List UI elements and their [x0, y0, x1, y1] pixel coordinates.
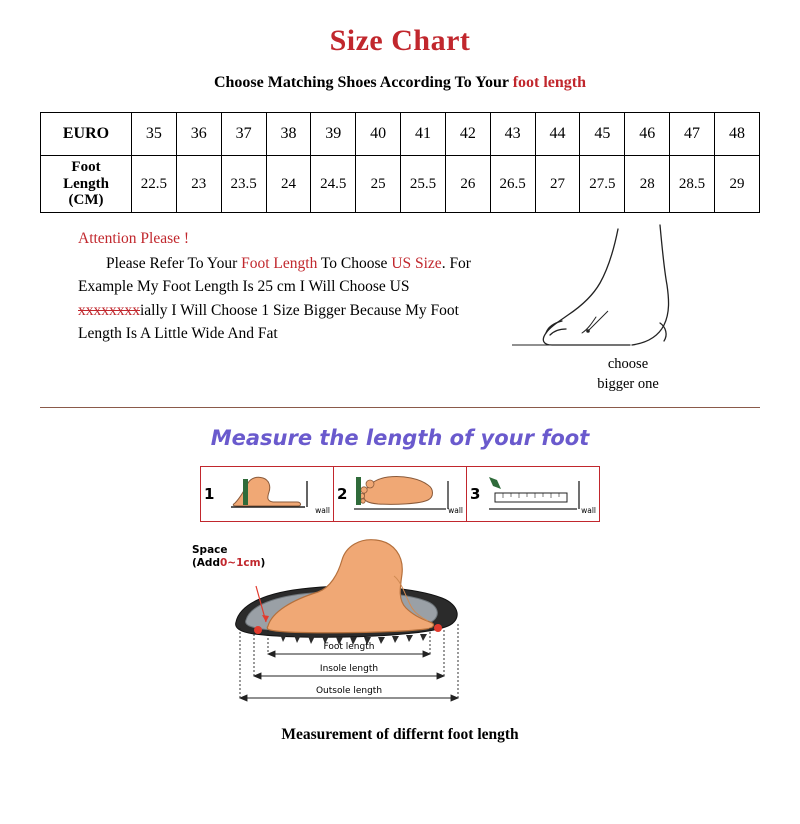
row-header-line2: Length [63, 175, 109, 192]
cell-euro-1: 36 [176, 113, 221, 156]
attention-us-size: US Size [391, 254, 442, 272]
cell-euro-5: 40 [356, 113, 401, 156]
cell-euro-10: 45 [580, 113, 625, 156]
section-divider [40, 407, 760, 408]
choose-caption-line2: bigger one [597, 375, 659, 392]
attention-strikethrough: xxxxxxxx [78, 301, 140, 319]
page-title: Size Chart [329, 24, 471, 57]
foot-measurement-diagram [180, 530, 620, 720]
size-table [40, 112, 760, 213]
space-label-prefix: (Add [192, 557, 220, 570]
cell-foot-11: 28 [625, 156, 670, 213]
cell-euro-12: 47 [670, 113, 715, 156]
cell-euro-4: 39 [311, 113, 356, 156]
cell-foot-12: 28.5 [670, 156, 715, 213]
dimension-label-outsole-length: Outsole length [315, 686, 383, 696]
attention-line1a: Please Refer To Your [106, 254, 242, 272]
cell-euro-0: 35 [132, 113, 177, 156]
row-header-line1: Foot [71, 158, 101, 175]
step-2-wall-label: wall [448, 506, 463, 515]
step-2 [334, 467, 467, 521]
attention-line5: And Fat [227, 325, 278, 343]
attention-section [40, 227, 760, 403]
step-3-wall-label: wall [581, 506, 596, 515]
cell-foot-5: 25 [356, 156, 401, 213]
cell-foot-3: 24 [266, 156, 311, 213]
cell-foot-7: 26 [445, 156, 490, 213]
cell-foot-1: 23 [176, 156, 221, 213]
diagram-footer-caption: Measurement of differnt foot length [281, 726, 519, 743]
space-label-line1: Space [192, 544, 228, 556]
size-table-wrapper [40, 112, 760, 213]
attention-heading: Attention Please ! [78, 230, 190, 247]
cell-euro-9: 44 [535, 113, 580, 156]
attention-foot-length: Foot Length [241, 254, 318, 272]
cell-euro-11: 46 [625, 113, 670, 156]
cell-foot-8: 26.5 [490, 156, 535, 213]
cell-euro-13: 48 [714, 113, 759, 156]
cell-foot-6: 25.5 [401, 156, 446, 213]
space-label-value: 0~1cm [219, 557, 261, 570]
dimension-label-foot-length: Foot length [323, 642, 375, 652]
measure-steps-strip [200, 466, 600, 522]
attention-line2b: . For Example My Foot Length Is 25 cm I [78, 254, 471, 296]
step-2-number: 2 [337, 485, 348, 503]
table-row-euro [41, 113, 760, 156]
step-1 [201, 467, 334, 521]
cell-euro-7: 42 [445, 113, 490, 156]
cell-foot-9: 27 [535, 156, 580, 213]
table-row-foot-length [41, 156, 760, 213]
cell-euro-2: 37 [221, 113, 266, 156]
page-subtitle [0, 74, 800, 92]
cell-euro-6: 41 [401, 113, 446, 156]
space-label-suffix: ) [260, 557, 266, 570]
row-header-euro: EURO [41, 113, 132, 156]
size-chart-page [0, 24, 800, 824]
choose-bigger-caption [548, 355, 708, 394]
step-3-number: 3 [470, 485, 481, 503]
attention-line3b: ially I Will Choose 1 Size [140, 301, 300, 319]
dimension-label-insole-length: Insole length [319, 664, 379, 674]
cell-foot-0: 22.5 [132, 156, 177, 213]
cell-euro-3: 38 [266, 113, 311, 156]
attention-line3a: Will Choose US [308, 278, 410, 296]
attention-body [40, 252, 500, 346]
attention-line4: Bigger Because My Foot Length Is A Little Wide [78, 301, 459, 343]
cell-foot-2: 23.5 [221, 156, 266, 213]
measure-heading: Measure the length of your foot [210, 426, 590, 450]
attention-line1c: To Choose [317, 254, 388, 272]
subtitle-text: Choose Matching Shoes According To Your [213, 74, 513, 91]
row-header-foot-length [41, 156, 132, 213]
cell-foot-10: 27.5 [580, 156, 625, 213]
step-3 [467, 467, 599, 521]
attention-text [40, 227, 500, 346]
subtitle-accent: foot length [512, 74, 587, 91]
cell-euro-8: 43 [490, 113, 535, 156]
choose-caption-line1: choose [607, 356, 649, 372]
step-1-number: 1 [204, 485, 215, 503]
row-header-line3: (CM) [68, 192, 104, 209]
step-1-wall-label: wall [315, 506, 330, 515]
cell-foot-4: 24.5 [311, 156, 356, 213]
cell-foot-13: 29 [714, 156, 759, 213]
